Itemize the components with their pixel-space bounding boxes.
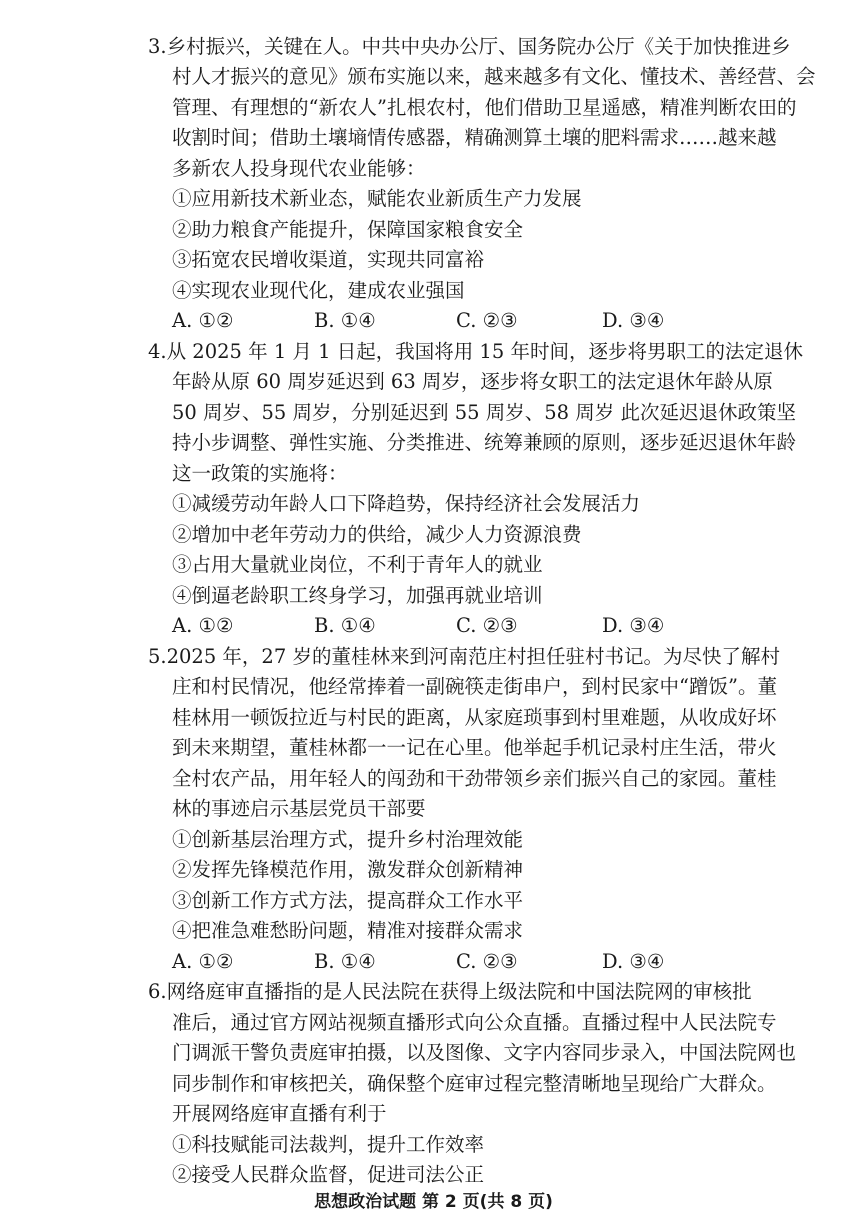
- option-b[interactable]: B. ①④: [314, 950, 376, 973]
- statement-item-2: ②增加中老年劳动力的供给，减少人力资源浪费: [172, 523, 582, 546]
- question-stem-line: 桂林用一顿饭拉近与村民的距离，从家庭琐事到村里难题，从收成好坏: [172, 706, 777, 729]
- question-stem-line: 开展网络庭审直播有利于: [172, 1102, 387, 1125]
- question-stem-line: 准后，通过官方网站视频直播形式向公众直播。直播过程中人民法院专: [172, 1011, 777, 1034]
- question-stem-line: 6.网络庭审直播指的是人民法院在获得上级法院和中国法院网的审核批: [148, 980, 752, 1003]
- statement-item-1: ①应用新技术新业态，赋能农业新质生产力发展: [172, 187, 582, 210]
- page-footer: 思想政治试题 第 2 页(共 8 页): [314, 1192, 553, 1212]
- question-stem-line: 收割时间；借助土壤墒情传感器，精确测算土壤的肥料需求……越来越: [172, 126, 777, 149]
- question-stem-line: 村人才振兴的意见》颁布实施以来，越来越多有文化、懂技术、善经营、会: [172, 65, 816, 88]
- option-c[interactable]: C. ②③: [456, 614, 518, 637]
- question-stem-line: 同步制作和审核把关，确保整个庭审过程完整清晰地呈现给广大群众。: [172, 1072, 777, 1095]
- option-c[interactable]: C. ②③: [456, 950, 518, 973]
- question-stem-line: 到未来期望，董桂林都一一记在心里。他举起手机记录村庄生活，带火: [172, 736, 777, 759]
- question-stem-line: 3.乡村振兴，关键在人。中共中央办公厅、国务院办公厅《关于加快推进乡: [148, 35, 791, 58]
- question-stem-line: 年龄从原 60 周岁延迟到 63 周岁，逐步将女职工的法定退休年龄从原: [172, 370, 773, 393]
- statement-item-4: ④实现农业现代化，建成农业强国: [172, 279, 465, 302]
- question-stem-line: 全村农产品，用年轻人的闯劲和干劲带领乡亲们振兴自己的家园。董桂: [172, 767, 777, 790]
- option-a[interactable]: A. ①②: [172, 309, 234, 332]
- option-a[interactable]: A. ①②: [172, 614, 234, 637]
- question-stem-line: 4.从 2025 年 1 月 1 日起，我国将用 15 年时间，逐步将男职工的法定退休: [148, 340, 803, 363]
- statement-item-2: ②接受人民群众监督，促进司法公正: [172, 1163, 485, 1186]
- question-stem-line: 庄和村民情况，他经常捧着一副碗筷走街串户，到村民家中“蹭饭”。董: [172, 675, 777, 698]
- option-d[interactable]: D. ③④: [602, 950, 665, 973]
- option-b[interactable]: B. ①④: [314, 309, 376, 332]
- statement-item-4: ④倒逼老龄职工终身学习，加强再就业培训: [172, 584, 543, 607]
- option-b[interactable]: B. ①④: [314, 614, 376, 637]
- question-stem-line: 50 周岁、55 周岁，分别延迟到 55 周岁、58 周岁 此次延迟退休政策坚: [172, 401, 796, 424]
- question-stem-line: 林的事迹启示基层党员干部要: [172, 797, 426, 820]
- question-stem-line: 持小步调整、弹性实施、分类推进、统筹兼顾的原则，逐步延迟退休年龄: [172, 431, 797, 454]
- statement-item-1: ①创新基层治理方式，提升乡村治理效能: [172, 828, 524, 851]
- statement-item-2: ②发挥先锋模范作用，激发群众创新精神: [172, 858, 524, 881]
- statement-item-2: ②助力粮食产能提升，保障国家粮食安全: [172, 218, 524, 241]
- statement-item-3: ③占用大量就业岗位，不利于青年人的就业: [172, 553, 543, 576]
- option-d[interactable]: D. ③④: [602, 614, 665, 637]
- option-c[interactable]: C. ②③: [456, 309, 518, 332]
- statement-item-3: ③拓宽农民增收渠道，实现共同富裕: [172, 248, 485, 271]
- statement-item-1: ①减缓劳动年龄人口下降趋势，保持经济社会发展活力: [172, 492, 641, 515]
- option-a[interactable]: A. ①②: [172, 950, 234, 973]
- statement-item-3: ③创新工作方式方法，提高群众工作水平: [172, 889, 524, 912]
- question-stem-line: 5.2025 年，27 岁的董桂林来到河南范庄村担任驻村书记。为尽快了解村: [148, 645, 780, 668]
- question-stem-line: 这一政策的实施将：: [172, 462, 348, 485]
- option-d[interactable]: D. ③④: [602, 309, 665, 332]
- question-stem-line: 多新农人投身现代农业能够：: [172, 157, 426, 180]
- question-stem-line: 门调派干警负责庭审拍摄，以及图像、文字内容同步录入，中国法院网也: [172, 1041, 797, 1064]
- question-stem-line: 管理、有理想的“新农人”扎根农村，他们借助卫星遥感，精准判断农田的: [172, 96, 797, 119]
- statement-item-1: ①科技赋能司法裁判，提升工作效率: [172, 1133, 485, 1156]
- statement-item-4: ④把准急难愁盼问题，精准对接群众需求: [172, 919, 524, 942]
